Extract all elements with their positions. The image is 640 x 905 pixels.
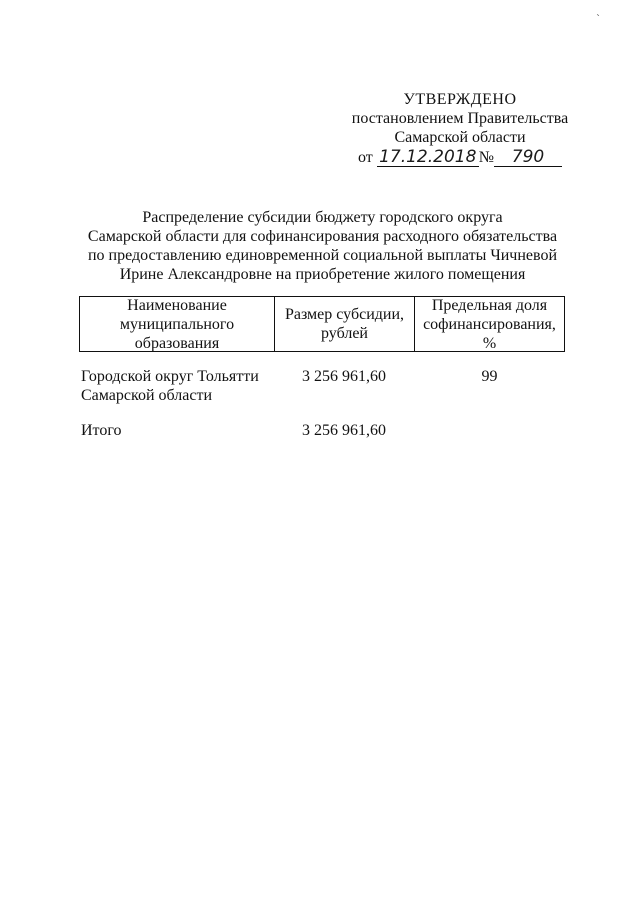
approval-title: УТВЕРЖДЕНО — [403, 91, 517, 108]
table-total-row — [79, 421, 565, 440]
total-share — [414, 421, 565, 440]
total-amount: 3 256 961,60 — [302, 422, 386, 439]
table-header-row — [79, 296, 565, 352]
scan-speck-mark: ` — [596, 14, 601, 25]
table-cell-municipality — [79, 367, 274, 405]
heading-line-4: Ирине Александровне на приобретение жилого помещения — [119, 266, 526, 283]
approval-date-handwritten: 17.12.2018 — [377, 148, 479, 167]
total-label: Итого — [81, 422, 122, 439]
approval-stamp — [350, 90, 570, 167]
table-header-share: Предельная доля софинансирования, % — [423, 296, 556, 352]
table-row — [79, 367, 565, 405]
approval-line-1: постановлением Правительства — [351, 110, 569, 127]
approval-number-handwritten: 790 — [494, 148, 562, 167]
table-header-amount: Размер субсидии, рублей — [275, 297, 415, 351]
approval-number-sign: № — [478, 149, 495, 166]
heading-line-2: Самарской области для софинансирования расходного обязательства — [87, 228, 558, 245]
approval-date-prefix: от — [357, 149, 373, 166]
table-cell-amount: 3 256 961,60 — [302, 368, 386, 385]
heading-line-1: Распределение субсидии бюджету городского округа — [142, 209, 503, 226]
approval-line-2: Самарской области — [394, 129, 526, 146]
approval-date-line — [350, 148, 570, 167]
heading-line-3: по предоставлению единовременной социальной выплаты Чичневой — [87, 247, 557, 264]
table-cell-share: 99 — [481, 368, 498, 385]
document-heading — [80, 208, 565, 284]
table-header-municipality: Наименование муниципального образования — [80, 297, 275, 351]
municipality-name-line-1: Городской округ Тольятти — [81, 368, 259, 385]
municipality-name-line-2: Самарской области — [81, 387, 212, 404]
